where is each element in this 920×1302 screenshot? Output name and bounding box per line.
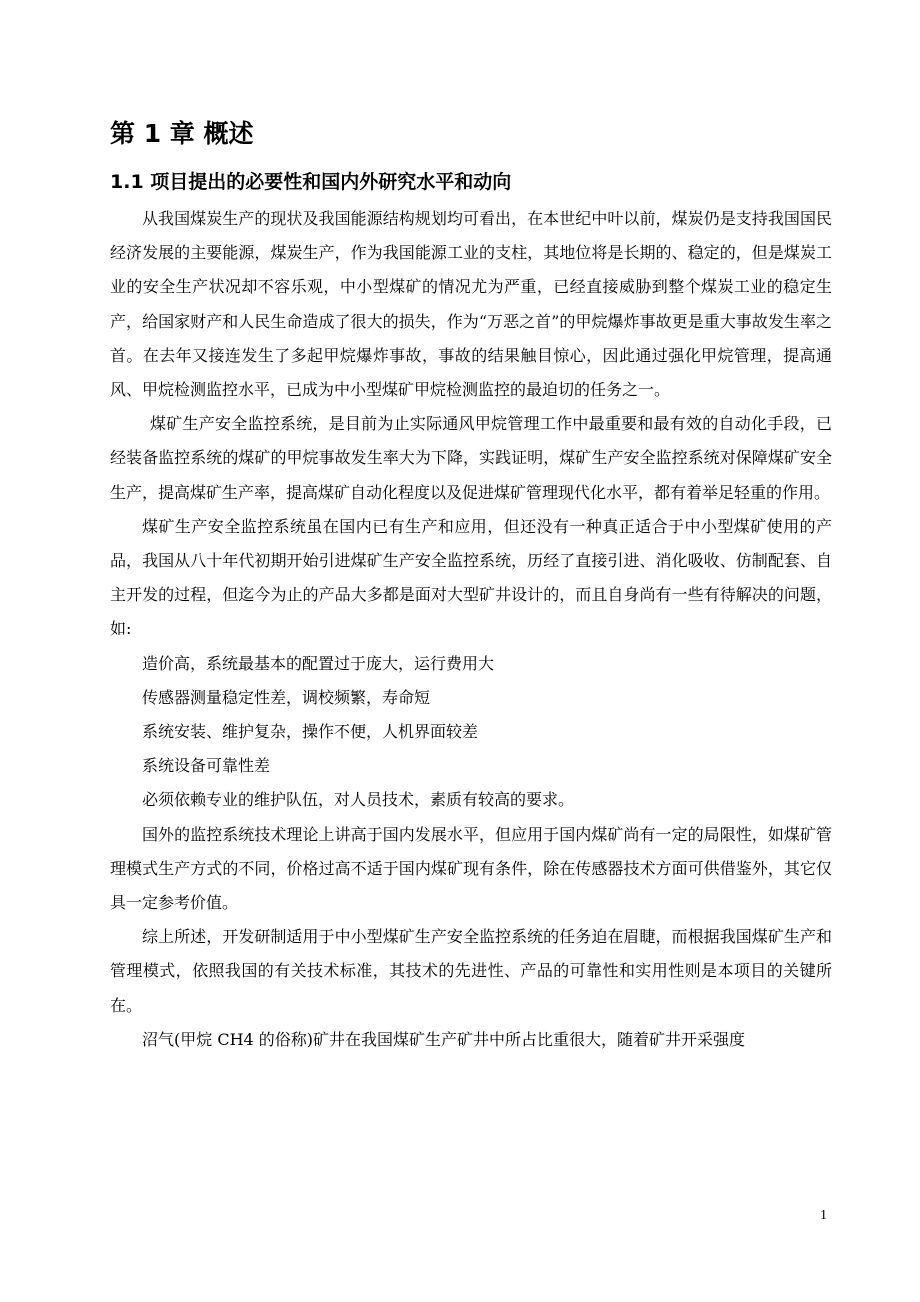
paragraph-domestic-products: 煤矿生产安全监控系统虽在国内已有生产和应用，但还没有一种真正适合于中小型煤矿使用的产品，我国从八十年代初期开始引进煤矿生产安全监控系统，历经了直接引进、消化吸收、仿制配套、自主开发的过程，但迄今为止的产品大多都是面对大型矿井设计的，而且自身尚有一些有待解决的问题，如:: [110, 516, 832, 639]
paragraph-monitoring-system: 煤矿生产安全监控系统，是目前为止实际通风甲烷管理工作中最重要和最有效的自动化手段，已经装备监控系统的煤矿的甲烷事故发生率大为下降，实践证明，煤矿生产安全监控系统对保障煤矿安全生产，提高煤矿生产率，提高煤矿自动化程度以及促进煤矿管理现代化水平，都有着举足轻重的作用。: [110, 414, 832, 502]
paragraph-methane-mines: 沼气(甲烷 CH4 的俗称)矿井在我国煤矿生产矿井中所占比重很大，随着矿井开采强度: [142, 1029, 746, 1049]
section-title: 1.1 项目提出的必要性和国内外研究水平和动向: [110, 171, 512, 193]
issue-list-item: 传感器测量稳定性差，调校频繁，寿命短: [142, 687, 431, 707]
issue-list-item: 系统设备可靠性差: [142, 756, 271, 776]
paragraph-foreign-systems: 国外的监控系统技术理论上讲高于国内发展水平，但应用于国内煤矿尚有一定的局限性，如煤矿管理模式生产方式的不同，价格过高不适于国内煤矿现有条件，除在传感器技术方面可供借鉴外，其它仅具一定参考价值。: [110, 824, 832, 913]
issue-list-item: 系统安装、维护复杂，操作不便，人机界面较差: [142, 722, 479, 742]
page-number: 1: [820, 1208, 827, 1223]
issue-list-item: 造价高，系统最基本的配置过于庞大，运行费用大: [142, 653, 495, 673]
paragraph-energy-status: 从我国煤炭生产的现状及我国能源结构规划均可看出，在本世纪中叶以前，煤炭仍是支持我国国民经济发展的主要能源，煤炭生产，作为我国能源工业的支柱，其地位将是长期的、稳定的，但是煤炭工业的安全生产状况却不容乐观，中小型煤矿的情况尤为严重，已经直接威胁到整个煤炭工业的稳定生产，给国家财产和人民生命造成了很大的损失，作为“万恶之首”的甲烷爆炸事故更是重大事故发生率之首。在去年又接连发生了多起甲烷爆炸事故，事故的结果触目惊心，因此通过强化甲烷管理，提高通风、甲烷检测监控水平，已成为中小型煤矿甲烷检测监控的最迫切的任务之一。: [110, 209, 832, 400]
issue-list-item: 必须依赖专业的维护队伍，对人员技术，素质有较高的要求。: [142, 790, 575, 810]
page-content: [110, 112, 832, 1057]
paragraph-summary: 综上所述，开发研制适用于中小型煤矿生产安全监控系统的任务迫在眉睫，而根据我国煤矿生产和管理模式，依照我国的有关技术标准，其技术的先进性、产品的可靠性和实用性则是本项目的关键所在。: [110, 927, 832, 1015]
chapter-title: 第 1 章 概述: [110, 119, 254, 148]
